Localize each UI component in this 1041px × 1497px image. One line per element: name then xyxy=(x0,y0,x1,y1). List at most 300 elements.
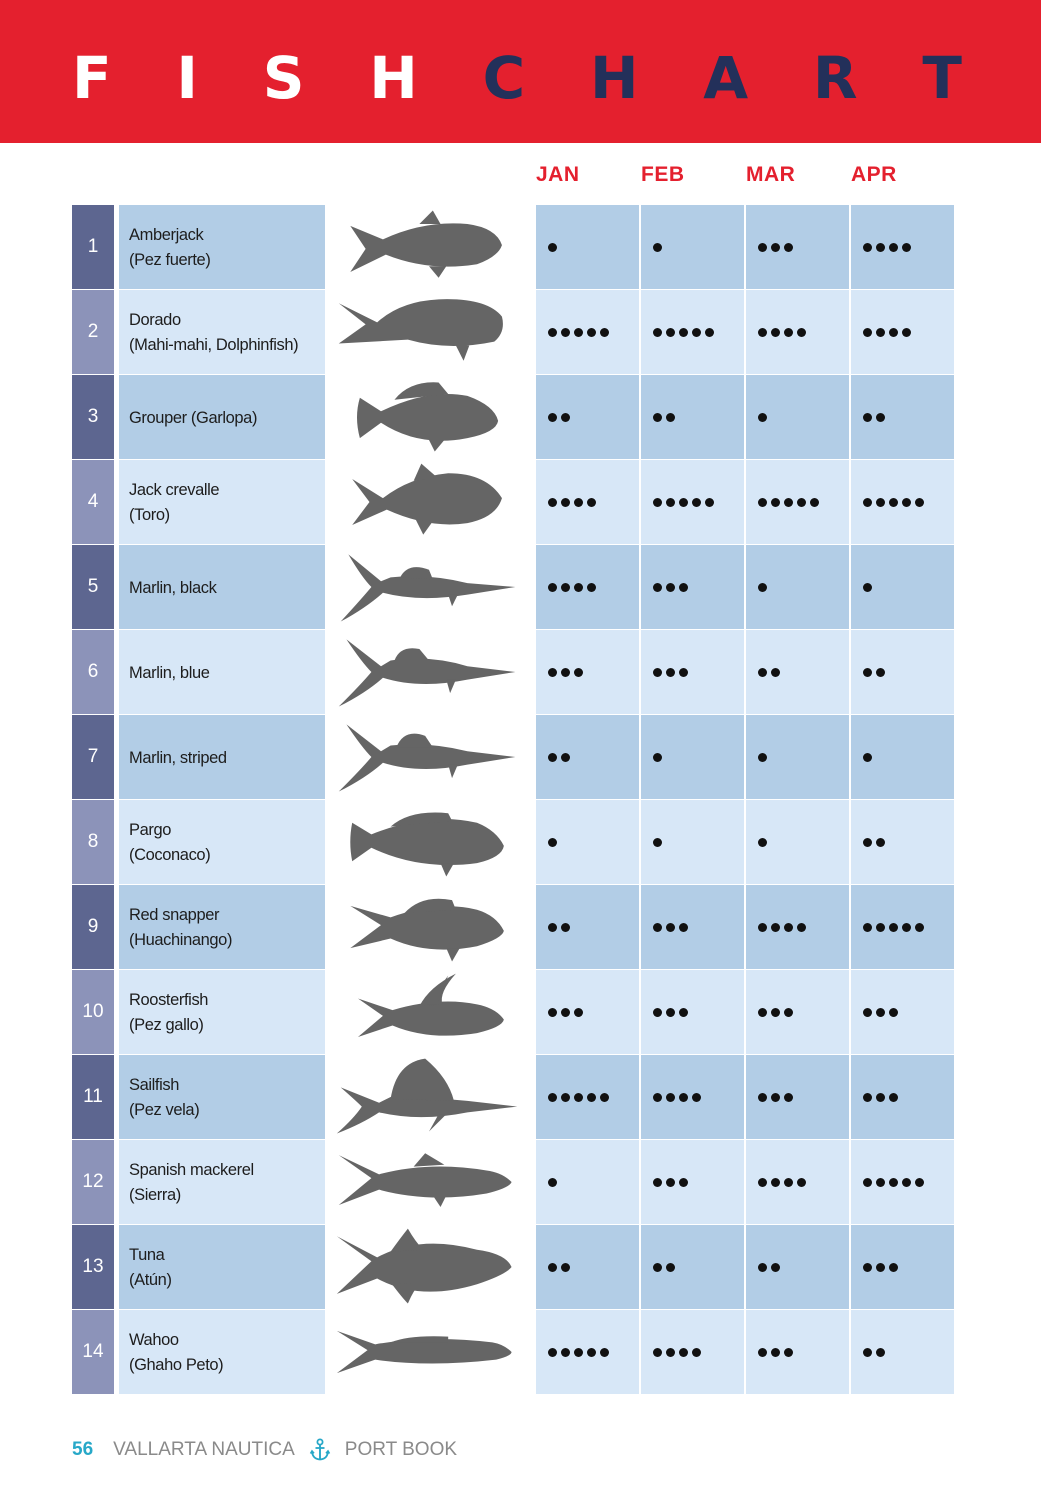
rating-cell-apr xyxy=(851,885,954,969)
rating-dot xyxy=(679,668,688,677)
row-number: 5 xyxy=(72,545,114,629)
title-letter: T xyxy=(922,44,962,112)
rating-cell-mar xyxy=(746,715,849,799)
rating-dot xyxy=(876,1008,885,1017)
row-number: 9 xyxy=(72,885,114,969)
rating-dot xyxy=(758,838,767,847)
rating-dots xyxy=(548,328,609,337)
rating-dot xyxy=(863,923,872,932)
rating-cell-apr xyxy=(851,375,954,459)
table-row xyxy=(0,375,1041,460)
rating-dot xyxy=(889,498,898,507)
rating-dot xyxy=(915,1178,924,1187)
rating-dots xyxy=(653,1093,701,1102)
rating-dot xyxy=(915,498,924,507)
rating-dot xyxy=(863,1093,872,1102)
rating-dot xyxy=(758,1348,767,1357)
rating-dot xyxy=(797,498,806,507)
rating-dots xyxy=(548,413,570,422)
title-letter: F xyxy=(72,44,112,112)
rating-dots xyxy=(863,498,924,507)
rating-cell-feb xyxy=(641,630,744,714)
rating-dot xyxy=(705,498,714,507)
anchor-icon xyxy=(309,1438,331,1462)
rating-dot xyxy=(548,328,557,337)
month-header-jan: JAN xyxy=(536,163,580,186)
rating-dot xyxy=(784,1178,793,1187)
rating-dots xyxy=(758,668,780,677)
row-number: 11 xyxy=(72,1055,114,1139)
rating-dot xyxy=(771,1008,780,1017)
rating-cell-apr xyxy=(851,630,954,714)
rating-dot xyxy=(705,328,714,337)
rating-dots xyxy=(758,1008,793,1017)
rating-dots xyxy=(548,923,570,932)
rating-cell-jan xyxy=(536,800,639,884)
rating-dot xyxy=(587,328,596,337)
roosterfish-silhouette-icon xyxy=(333,972,525,1052)
rating-dot xyxy=(548,413,557,422)
fish-name-line2: (Pez vela) xyxy=(129,1100,200,1119)
rating-dot xyxy=(548,1093,557,1102)
rating-dot xyxy=(784,1348,793,1357)
rating-cell-feb xyxy=(641,1055,744,1139)
sailfish-silhouette-icon xyxy=(333,1057,525,1137)
rating-cell-mar xyxy=(746,1140,849,1224)
fish-name-line1: Pargo xyxy=(129,820,172,839)
rating-cell-feb xyxy=(641,800,744,884)
rating-cell-feb xyxy=(641,970,744,1054)
fish-name-line1: Roosterfish xyxy=(129,990,209,1009)
rating-dot xyxy=(797,328,806,337)
fish-name xyxy=(119,1055,325,1139)
rating-dot xyxy=(561,413,570,422)
rating-dot xyxy=(771,498,780,507)
rating-dot xyxy=(758,498,767,507)
rating-dot xyxy=(784,243,793,252)
rating-cell-feb xyxy=(641,205,744,289)
rating-dots xyxy=(863,1093,898,1102)
rating-dot xyxy=(902,243,911,252)
rating-dot xyxy=(587,498,596,507)
rating-cell-mar xyxy=(746,205,849,289)
rating-dots xyxy=(863,923,924,932)
rating-cell-jan xyxy=(536,1140,639,1224)
table-row xyxy=(0,970,1041,1055)
rating-dots xyxy=(863,583,872,592)
rating-dot xyxy=(653,668,662,677)
page-title xyxy=(72,44,962,112)
page-footer xyxy=(72,1437,457,1463)
fish-name xyxy=(119,800,325,884)
rating-cell-apr xyxy=(851,970,954,1054)
rating-cell-jan xyxy=(536,1055,639,1139)
rating-cell-jan xyxy=(536,885,639,969)
rating-dot xyxy=(771,1093,780,1102)
fish-name-line2: (Pez gallo) xyxy=(129,1015,204,1034)
rating-dot xyxy=(561,1093,570,1102)
rating-dot xyxy=(797,1178,806,1187)
rating-dot xyxy=(771,243,780,252)
row-number: 7 xyxy=(72,715,114,799)
fish-name-line1: Sailfish xyxy=(129,1075,180,1094)
rating-dot xyxy=(548,753,557,762)
rating-dot xyxy=(548,1263,557,1272)
fish-name-line2: (Toro) xyxy=(129,505,170,524)
rating-dot xyxy=(574,583,583,592)
rating-dot xyxy=(561,1348,570,1357)
rating-dots xyxy=(548,1263,570,1272)
rating-dot xyxy=(863,668,872,677)
rating-dots xyxy=(863,668,885,677)
rating-dot xyxy=(561,1008,570,1017)
rating-dot xyxy=(600,1093,609,1102)
rating-dot xyxy=(561,498,570,507)
rating-cell-feb xyxy=(641,1225,744,1309)
rating-cell-mar xyxy=(746,1055,849,1139)
fish-name xyxy=(119,630,325,714)
rating-cell-apr xyxy=(851,290,954,374)
rating-dot xyxy=(692,1093,701,1102)
fish-name-line1: Amberjack xyxy=(129,225,204,244)
rating-dot xyxy=(771,1348,780,1357)
rating-cell-mar xyxy=(746,885,849,969)
rating-dots xyxy=(758,498,819,507)
rating-dot xyxy=(902,328,911,337)
rating-dot xyxy=(863,328,872,337)
fish-name-line1: Grouper (Garlopa) xyxy=(129,407,258,427)
rating-cell-apr xyxy=(851,205,954,289)
rating-dots xyxy=(653,668,688,677)
rating-dots xyxy=(548,583,596,592)
rating-dots xyxy=(758,1093,793,1102)
rating-dot xyxy=(666,1348,675,1357)
fish-name-line1: Marlin, blue xyxy=(129,662,210,682)
rating-dots xyxy=(548,668,583,677)
rating-dot xyxy=(587,1348,596,1357)
rating-cell-apr xyxy=(851,1055,954,1139)
rating-dot xyxy=(679,328,688,337)
rating-dots xyxy=(548,1008,583,1017)
rating-dot xyxy=(889,1093,898,1102)
rating-dot xyxy=(561,923,570,932)
rating-dots xyxy=(653,1008,688,1017)
rating-dot xyxy=(548,498,557,507)
rating-cell-apr xyxy=(851,1310,954,1394)
fish-name xyxy=(119,460,325,544)
rating-cell-mar xyxy=(746,290,849,374)
rating-cell-mar xyxy=(746,460,849,544)
fish-name xyxy=(119,970,325,1054)
rating-dots xyxy=(758,838,767,847)
rating-dots xyxy=(653,1178,688,1187)
rating-dot xyxy=(758,1093,767,1102)
rating-dot xyxy=(679,1178,688,1187)
rating-dots xyxy=(863,413,885,422)
fish-name-line2: (Pez fuerte) xyxy=(129,250,211,269)
fish-name xyxy=(119,290,325,374)
fish-name-line1: Red snapper xyxy=(129,905,220,924)
table-row xyxy=(0,800,1041,885)
rating-dot xyxy=(784,328,793,337)
fish-name-line1: Wahoo xyxy=(129,1330,179,1349)
rating-dot xyxy=(653,838,662,847)
rating-dots xyxy=(653,923,688,932)
rating-dots xyxy=(653,1348,701,1357)
rating-cell-jan xyxy=(536,205,639,289)
rating-cell-mar xyxy=(746,800,849,884)
rating-dot xyxy=(587,1093,596,1102)
rating-cell-mar xyxy=(746,970,849,1054)
rating-dots xyxy=(863,1348,885,1357)
title-letter: S xyxy=(262,44,305,112)
rating-dot xyxy=(863,1008,872,1017)
rating-dot xyxy=(863,498,872,507)
rating-dot xyxy=(574,328,583,337)
row-number: 1 xyxy=(72,205,114,289)
striped-marlin-silhouette-icon xyxy=(333,717,525,797)
row-number: 8 xyxy=(72,800,114,884)
fish-name xyxy=(119,1225,325,1309)
rating-dot xyxy=(810,498,819,507)
rating-dot xyxy=(876,243,885,252)
rating-dot xyxy=(876,1093,885,1102)
black-marlin-silhouette-icon xyxy=(333,547,525,627)
rating-cell-feb xyxy=(641,545,744,629)
rating-dots xyxy=(863,328,911,337)
rating-dot xyxy=(902,1178,911,1187)
rating-dots xyxy=(863,1178,924,1187)
rating-cell-feb xyxy=(641,375,744,459)
rating-dot xyxy=(653,583,662,592)
title-letter: H xyxy=(369,44,418,112)
rating-dot xyxy=(784,1008,793,1017)
rating-dots xyxy=(548,753,570,762)
rating-dots xyxy=(548,838,557,847)
rating-dots xyxy=(653,583,688,592)
rating-dot xyxy=(653,1178,662,1187)
table-row xyxy=(0,290,1041,375)
rating-cell-jan xyxy=(536,460,639,544)
fish-name-line1: Spanish mackerel xyxy=(129,1160,254,1179)
rating-cell-jan xyxy=(536,1225,639,1309)
fish-name xyxy=(119,375,325,459)
rating-dot xyxy=(876,328,885,337)
rating-cell-apr xyxy=(851,800,954,884)
rating-dot xyxy=(889,243,898,252)
title-letter: A xyxy=(703,44,749,112)
rating-cell-feb xyxy=(641,715,744,799)
table-row xyxy=(0,1310,1041,1395)
rating-dot xyxy=(876,838,885,847)
rating-dot xyxy=(692,1348,701,1357)
rating-dot xyxy=(876,1178,885,1187)
rating-dot xyxy=(666,923,675,932)
rating-dots xyxy=(548,243,557,252)
rating-dots xyxy=(548,498,596,507)
rating-dot xyxy=(548,1348,557,1357)
rating-dot xyxy=(679,1008,688,1017)
rating-dots xyxy=(653,498,714,507)
table-row xyxy=(0,630,1041,715)
rating-cell-mar xyxy=(746,545,849,629)
rating-cell-jan xyxy=(536,1310,639,1394)
fish-name xyxy=(119,1140,325,1224)
table-row xyxy=(0,205,1041,290)
rating-dot xyxy=(548,583,557,592)
rating-dot xyxy=(561,668,570,677)
rating-cell-feb xyxy=(641,290,744,374)
dorado-silhouette-icon xyxy=(333,292,525,372)
rating-dot xyxy=(784,923,793,932)
rating-dot xyxy=(758,583,767,592)
fish-name-line2: (Coconaco) xyxy=(129,845,211,864)
rating-dot xyxy=(902,923,911,932)
month-header-apr: APR xyxy=(851,163,897,186)
rating-dot xyxy=(863,1178,872,1187)
rating-dot xyxy=(758,243,767,252)
rating-dot xyxy=(692,498,701,507)
rating-dot xyxy=(574,498,583,507)
rating-dot xyxy=(574,668,583,677)
rating-dot xyxy=(666,413,675,422)
rating-dot xyxy=(771,1263,780,1272)
amberjack-silhouette-icon xyxy=(333,207,525,287)
row-number: 12 xyxy=(72,1140,114,1224)
fish-name-line1: Marlin, black xyxy=(129,577,217,597)
rating-cell-jan xyxy=(536,715,639,799)
rating-dots xyxy=(758,243,793,252)
rating-cell-mar xyxy=(746,1225,849,1309)
rating-dots xyxy=(863,753,872,762)
grouper-silhouette-icon xyxy=(333,377,525,457)
rating-dot xyxy=(889,1263,898,1272)
rating-dot xyxy=(548,1008,557,1017)
rating-dot xyxy=(666,1093,675,1102)
fish-name-line1: Tuna xyxy=(129,1245,165,1264)
jack-crevalle-silhouette-icon xyxy=(333,462,525,542)
rating-dot xyxy=(561,328,570,337)
row-number: 3 xyxy=(72,375,114,459)
rating-dot xyxy=(548,243,557,252)
rating-dots xyxy=(548,1178,557,1187)
rating-dot xyxy=(561,753,570,762)
title-letter: I xyxy=(176,44,198,112)
rating-dot xyxy=(889,1008,898,1017)
rating-dot xyxy=(784,1093,793,1102)
rating-dot xyxy=(758,1008,767,1017)
rating-dot xyxy=(692,328,701,337)
rating-dot xyxy=(548,838,557,847)
fish-name-line1: Marlin, striped xyxy=(129,747,227,767)
row-number: 4 xyxy=(72,460,114,544)
rating-dot xyxy=(758,1263,767,1272)
fish-name xyxy=(119,1310,325,1394)
fish-name xyxy=(119,885,325,969)
rating-dot xyxy=(653,1008,662,1017)
rating-cell-apr xyxy=(851,460,954,544)
rating-dot xyxy=(915,923,924,932)
rating-dots xyxy=(548,1348,609,1357)
fish-name-line1: Jack crevalle xyxy=(129,480,220,499)
rating-dots xyxy=(653,413,675,422)
rating-dot xyxy=(548,923,557,932)
rating-dot xyxy=(863,753,872,762)
rating-dots xyxy=(863,1008,898,1017)
month-header-mar: MAR xyxy=(746,163,796,186)
table-row xyxy=(0,885,1041,970)
rating-dot xyxy=(758,413,767,422)
rating-dot xyxy=(784,498,793,507)
rating-dot xyxy=(863,838,872,847)
rating-dots xyxy=(758,1263,780,1272)
rating-dot xyxy=(548,668,557,677)
fish-name-line2: (Mahi-mahi, Dolphinfish) xyxy=(129,335,299,354)
rating-cell-mar xyxy=(746,630,849,714)
rating-dots xyxy=(653,328,714,337)
rating-dot xyxy=(889,328,898,337)
rating-dot xyxy=(666,1263,675,1272)
rating-dot xyxy=(600,328,609,337)
fish-name-line1: Dorado xyxy=(129,310,181,329)
rating-dot xyxy=(653,1093,662,1102)
rating-dot xyxy=(574,1348,583,1357)
rating-dot xyxy=(863,583,872,592)
rating-dot xyxy=(587,583,596,592)
table-row xyxy=(0,545,1041,630)
rating-dot xyxy=(863,1263,872,1272)
rating-cell-feb xyxy=(641,1310,744,1394)
rating-dot xyxy=(653,1348,662,1357)
page-number: 56 xyxy=(72,1439,94,1460)
rating-dot xyxy=(548,1178,557,1187)
rating-cell-mar xyxy=(746,1310,849,1394)
row-number: 14 xyxy=(72,1310,114,1394)
rating-cell-mar xyxy=(746,375,849,459)
fish-name xyxy=(119,545,325,629)
fish-name xyxy=(119,205,325,289)
rating-dot xyxy=(797,923,806,932)
rating-dot xyxy=(758,1178,767,1187)
rating-dot xyxy=(771,668,780,677)
tuna-silhouette-icon xyxy=(333,1227,525,1307)
rating-cell-feb xyxy=(641,885,744,969)
rating-dot xyxy=(679,1093,688,1102)
rating-cell-feb xyxy=(641,1140,744,1224)
rating-dot xyxy=(653,413,662,422)
rating-dot xyxy=(653,498,662,507)
fish-name-line2: (Atún) xyxy=(129,1270,172,1289)
row-number: 10 xyxy=(72,970,114,1054)
rating-dot xyxy=(666,498,675,507)
rating-dot xyxy=(758,668,767,677)
fish-name-line2: (Sierra) xyxy=(129,1185,181,1204)
footer-book-name: PORT BOOK xyxy=(344,1439,458,1460)
rating-dot xyxy=(679,1348,688,1357)
wahoo-silhouette-icon xyxy=(333,1312,525,1392)
rating-dots xyxy=(758,753,767,762)
title-letter: R xyxy=(812,44,858,112)
rating-dot xyxy=(876,498,885,507)
spanish-mackerel-silhouette-icon xyxy=(333,1142,525,1222)
rating-dots xyxy=(653,1263,675,1272)
red-snapper-silhouette-icon xyxy=(333,887,525,967)
rating-cell-jan xyxy=(536,630,639,714)
rating-dot xyxy=(679,583,688,592)
rating-dot xyxy=(666,583,675,592)
rating-dot xyxy=(758,753,767,762)
table-row xyxy=(0,715,1041,800)
